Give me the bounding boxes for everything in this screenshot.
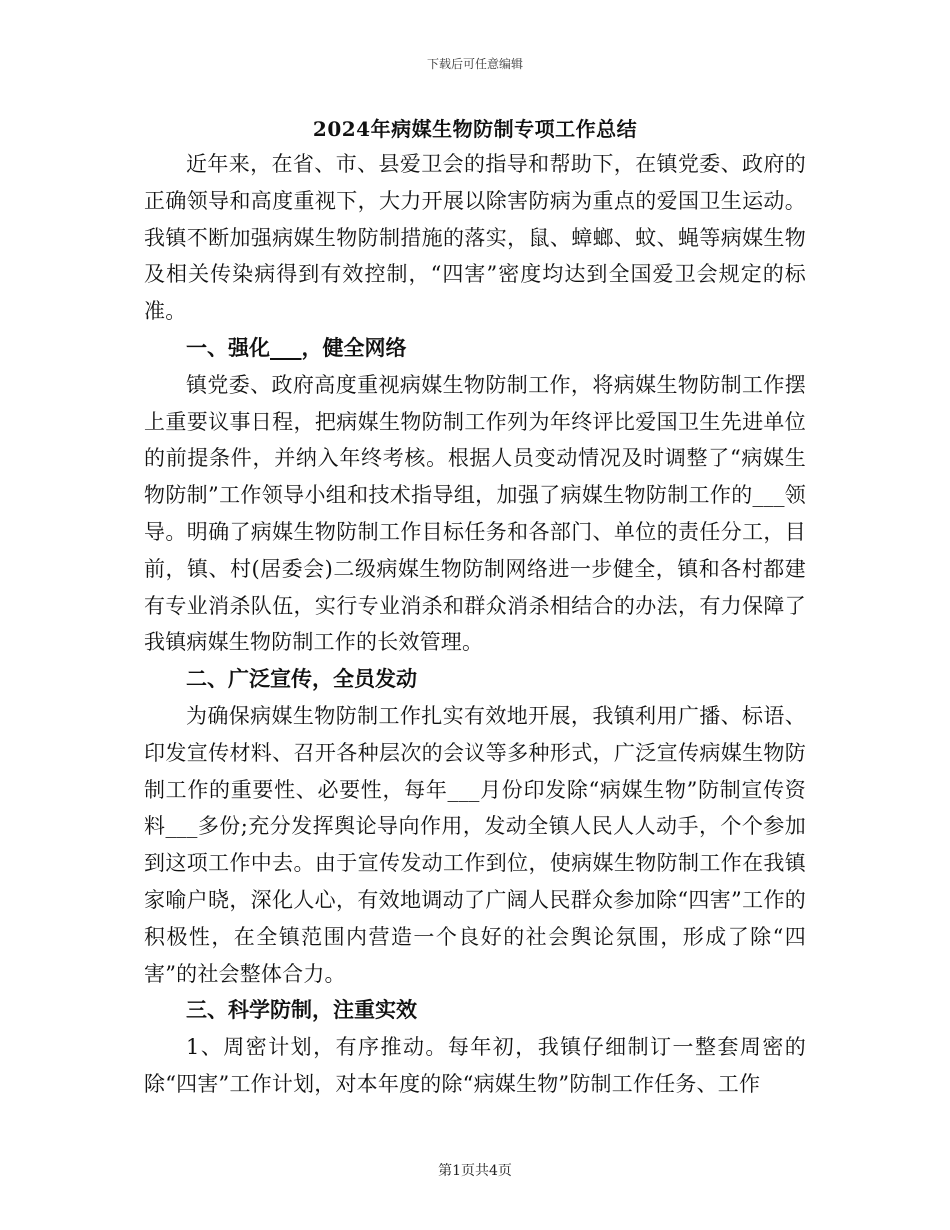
paragraph-section-1: 镇党委、政府高度重视病媒生物防制工作，将病媒生物防制工作摆上重要议事日程，把病媒生物防制工作列为年终评比爱国卫生先进单位的前提条件，并纳入年终考核。根据人员变动情况及时调整了“病媒生物防制”工作领导小组和技术指导组，加强了病媒生物防制工作的___领导。明确了病媒生物防制工作目标任务和各部门、单位的责任分工，目前，镇、村(居委会)二级病媒生物防制网络进一步健全，镇和各村都建有专业消杀队伍，实行专业消杀和群众消杀相结合的办法，有力保障了我镇病媒生物防制工作的长效管理。 <box>144 372 806 655</box>
document-body <box>144 146 806 1103</box>
section-heading-3: 三、科学防制，注重实效 <box>186 997 417 1023</box>
paragraph-section-2: 为确保病媒生物防制工作扎实有效地开展，我镇利用广播、标语、印发宣传材料、召开各种层次的会议等多种形式，广泛宣传病媒生物防制工作的重要性、必要性，每年___月份印发除“病媒生物”防制宣传资料___多份;充分发挥舆论导向作用，发动全镇人民人人动手，个个参加到这项工作中去。由于宣传发动工作到位，使病媒生物防制工作在我镇家喻户晓，深化人心，有效地调动了广阔人民群众参加除“四害”工作的积极性，在全镇范围内营造一个良好的社会舆论氛围，形成了除“四害”的社会整体合力。 <box>144 703 806 986</box>
page-header: 下载后可任意编辑 <box>426 57 523 71</box>
section-heading-2: 二、广泛宣传，全员发动 <box>186 666 417 692</box>
document-title: 2024年病媒生物防制专项工作总结 <box>312 117 638 141</box>
paragraph-section-3: 1、周密计划，有序推动。每年初，我镇仔细制订一整套周密的除“四害”工作计划，对本年度的除“病媒生物”防制工作任务、工作 <box>144 1035 806 1096</box>
paragraph-intro: 近年来，在省、市、县爱卫会的指导和帮助下，在镇党委、政府的正确领导和高度重视下，大力开展以除害防病为重点的爱国卫生运动。我镇不断加强病媒生物防制措施的落实，鼠、蟑螂、蚊、蝇等病媒生物及相关传染病得到有效控制，“四害”密度均达到全国爱卫会规定的标准。 <box>144 152 806 324</box>
section-heading-1: 一、强化___，健全网络 <box>186 334 407 360</box>
page-footer: 第1页共4页 <box>438 1163 512 1179</box>
